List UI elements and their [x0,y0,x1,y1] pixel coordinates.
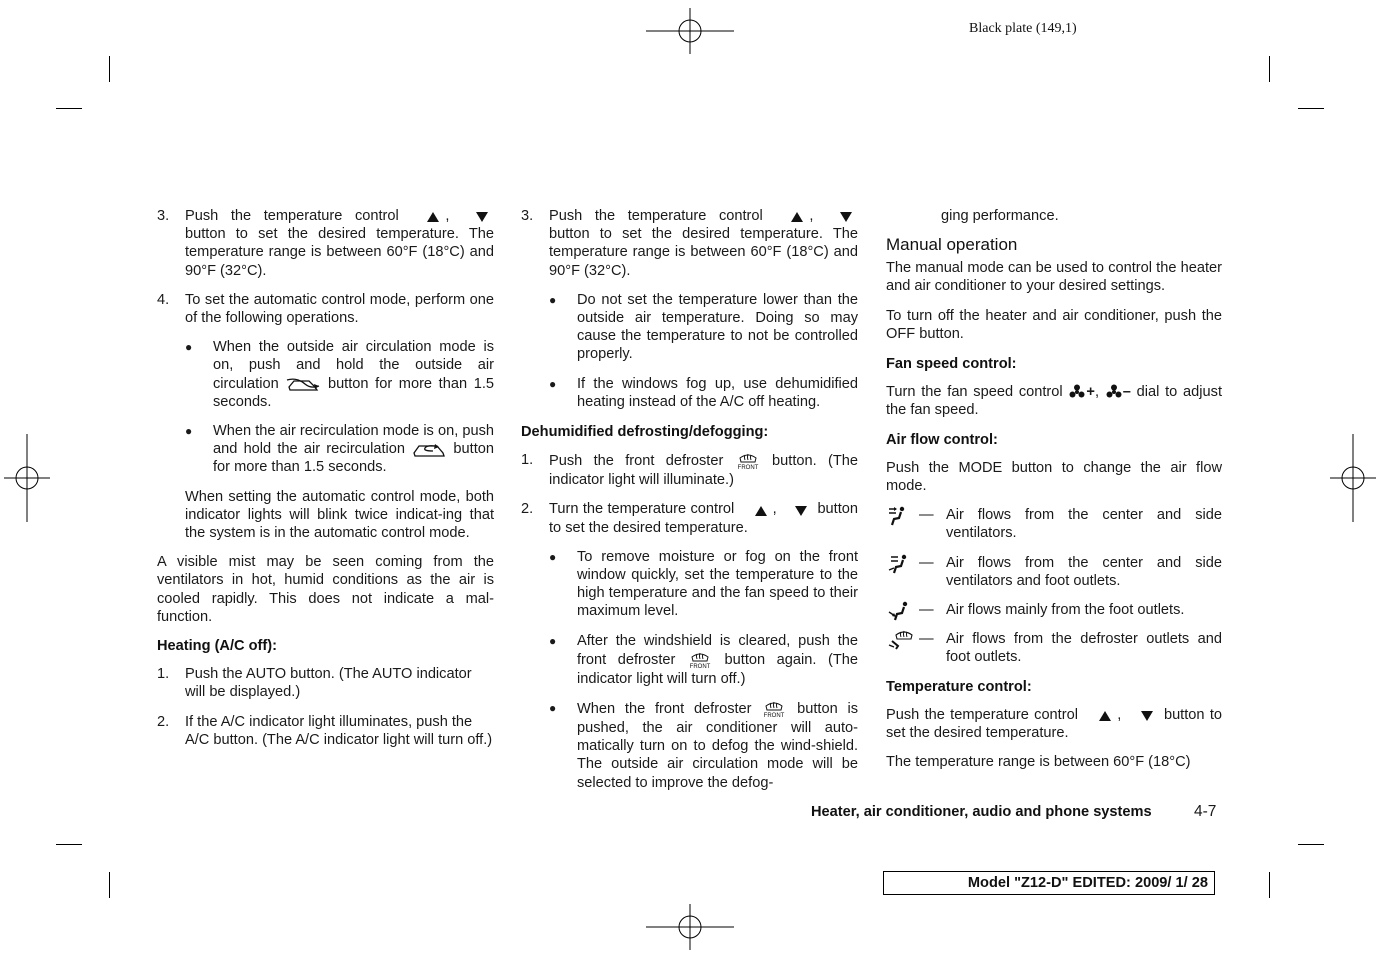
bullet-windshield-cleared [549,632,858,688]
step-text-end: button to set the desired temperature. The temperature range is between 60°F (18°C) and 90°F (32°C). [549,226,858,279]
bullet-temp-warning [549,291,858,364]
crop-mark [56,108,82,109]
step-text-end: button to set the desired temperature. [549,501,859,536]
step-number: 2. [521,501,534,518]
heating-heading: Heating (A/C off): [157,638,277,655]
bullet-dot-icon: ● [185,424,193,439]
step-4 [157,291,494,327]
column-2 [521,207,858,792]
bullet-text-start: When the air recirculation mode is on, push and hold the air recirculation [213,423,494,458]
bullet-remove-moisture [549,548,858,621]
model-edited-box [883,871,1215,895]
bullet-text-end: button is pushed, the air conditioner will auto-matically turn on to defog the wind-shield. The outside air circulation mode will be selected to improve the defog- [577,700,858,791]
bullet-text-end: button for more than 1.5 seconds. [213,441,494,476]
crop-mark [109,872,110,898]
fan-text-start: Turn the fan speed control [886,384,1063,401]
crop-mark [1298,844,1324,845]
svg-text:FRONT: FRONT [737,465,759,472]
separator: , [1117,706,1122,723]
manual-operation-heading: Manual operation [886,235,1018,255]
page-number: 4-7 [1194,803,1217,820]
front-defroster-icon [687,650,713,670]
bullet-dot-icon: ● [549,549,557,564]
mode-dash: — [919,507,934,524]
bullet-outside-air [185,338,494,411]
mode-dash: — [919,602,934,619]
registration-mark-right [1330,434,1376,522]
step-text-start: Push the temperature control [185,208,399,224]
model-edited-label: Model "Z12-D" EDITED: 2009/ 1/ 28 [967,875,1208,891]
air-flow-heading: Air flow control: [886,431,998,448]
temp-up-icon [411,209,445,223]
step-number: 3. [521,208,534,224]
heating-step-2 [157,713,494,749]
step-text: If the A/C indicator light illuminates, push the A/C button. (The A/C indicator light will turn off.) [185,713,493,748]
mode-description: Air flows from the defroster outlets and foot outlets. [946,631,1222,666]
temp-text-end: button to set the desired temperature. [886,706,1223,742]
crop-mark [1298,108,1324,109]
step-number: 1. [521,452,534,469]
temp-up-icon [775,209,809,223]
bullet-text: If the windows fog up, use dehumidified heating instead of the A/C off heating. [577,375,858,410]
step-number: 4. [157,291,170,308]
mode-description: Air flows from the center and side ventilators and foot outlets. [946,554,1222,589]
registration-mark-left [4,434,50,522]
bullet-recirculation [185,422,494,477]
step-text-start: Push the front defroster [549,453,724,470]
manual-paragraph-2: To turn off the heater and air conditioner, push the OFF button. [886,307,1222,342]
mist-note: A visible mist may be seen coming from the ventilators in hot, humid conditions as the air is cooled rapidly. This does not indicate a mal-function. [157,554,494,625]
mode-row-defrost-foot [886,630,1222,666]
mode-row-foot [886,601,1222,619]
step-text-start: Push the temperature control [549,208,763,224]
crop-mark [1269,56,1270,82]
step-text-end: button. (The indicator light will illuminate.) [549,453,858,489]
step-text-start: Turn the temperature control [549,501,735,518]
temp-down-icon [462,209,494,223]
column-1 [157,207,494,749]
mode-dash: — [919,631,934,648]
temperature-range-text: The temperature range is between 60°F (18°C) [886,754,1191,771]
mode-description: Air flows from the center and side ventilators. [946,507,1222,542]
step-3 [521,207,858,280]
fan-minus-label: – [1122,384,1131,401]
outside-air-circulation-icon [285,376,321,392]
dehum-step-1 [521,451,858,489]
separator: , [1094,384,1099,401]
bullet-dot-icon: ● [549,292,557,307]
air-flow-text: Push the MODE button to change the air flow mode. [886,459,1222,495]
bullet-text-start: When the outside air circulation mode is on, push and hold the outside air circulation [213,339,494,392]
fan-icon [1105,384,1123,400]
step-text [185,207,494,280]
bullet-dot-icon: ● [549,376,557,391]
temp-text-start: Push the temperature control [886,706,1078,723]
step-number: 3. [157,208,170,224]
bullet-text: To remove moisture or fog on the front window quickly, set the temperature to the high temperature and the fan speed to their maximum level. [577,548,858,620]
step-text-end: button to set the desired temperature. The temperature range is between 60°F (18°C) and 90°F (32°C). [185,226,494,279]
footer-section-title: Heater, air conditioner, audio and phone systems [811,804,1152,820]
defrost-foot-vent-icon [888,629,914,651]
bullet-text-start: After the windshield is cleared, push the front defroster [577,632,858,668]
temp-up-icon [1083,708,1117,722]
bullet-fog [549,375,858,411]
bullet-text-start: When the front defroster [577,700,752,717]
temp-down-icon [1127,708,1159,722]
step-text [549,207,858,280]
mode-description: Air flows mainly from the foot outlets. [946,602,1185,619]
fan-plus-label: + [1086,384,1095,401]
svg-text:FRONT: FRONT [689,663,711,670]
face-vent-icon [888,505,910,527]
bullet-dot-icon: ● [549,701,557,716]
step-text: To set the automatic control mode, perform one of the following operations. [185,291,494,327]
temperature-control-text [886,706,1222,742]
svg-text:FRONT: FRONT [763,713,785,720]
crop-mark [1269,872,1270,898]
separator: , [445,208,450,224]
continued-text: ging performance. [941,208,1059,224]
dehum-step-2 [521,500,858,536]
crop-mark [56,844,82,845]
crop-mark [109,56,110,82]
step-number: 2. [157,713,170,730]
bullet-text-end: button again. (The indicator light will turn off.) [577,651,859,687]
step-text [549,500,858,536]
air-recirculation-icon [411,440,447,458]
step-text: Push the AUTO button. (The AUTO indicator will be displayed.) [185,666,472,701]
auto-mode-note: When setting the automatic control mode, both indicator lights will blink twice indicat-ing that the system is in the automatic control mode. [185,488,494,542]
fan-text-end: dial to adjust the fan speed. [886,384,1222,419]
temp-down-icon [781,503,813,517]
separator: , [772,501,777,518]
bi-level-vent-icon [888,553,912,575]
mode-dash: — [919,554,934,571]
registration-mark-top [646,8,734,54]
temperature-control-heading: Temperature control: [886,678,1032,695]
front-defroster-icon [735,451,761,471]
mode-row-bilevel [886,554,1222,590]
column-3 [886,207,1222,771]
bullet-defroster-pushed [549,699,858,792]
fan-speed-text [886,383,1222,419]
manual-paragraph-1: The manual mode can be used to control the heater and air conditioner to your desired settings. [886,260,1222,295]
dehumidified-heading: Dehumidified defrosting/defogging: [521,424,769,441]
temp-down-icon [826,209,858,223]
step-3 [157,207,494,280]
fan-icon [1068,384,1086,400]
bullet-dot-icon: ● [549,633,557,648]
bullet-dot-icon: ● [185,340,193,355]
heating-step-1 [157,665,494,701]
front-defroster-icon [761,699,787,719]
bullet-text: Do not set the temperature lower than the outside air temperature. Doing so may cause the temperature to not be controlled properly. [577,291,858,363]
separator: , [809,208,814,224]
bullet-text-end: button for more than 1.5 seconds. [213,375,494,410]
step-number: 1. [157,666,170,683]
registration-mark-bottom [646,904,734,950]
foot-vent-icon [888,600,912,622]
temp-up-icon [739,503,773,517]
fan-speed-heading: Fan speed control: [886,356,1017,373]
mode-row-face [886,506,1222,542]
plate-label: Black plate (149,1) [969,21,1077,36]
